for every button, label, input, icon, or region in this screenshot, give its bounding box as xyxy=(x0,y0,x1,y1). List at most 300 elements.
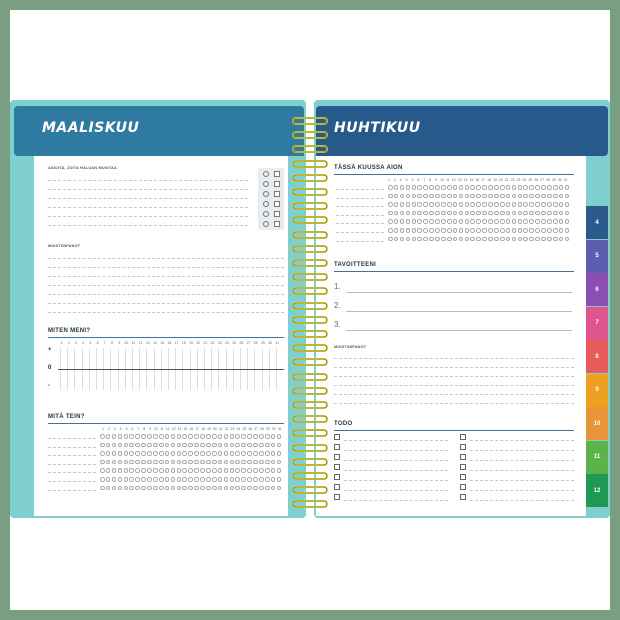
habit-dot[interactable] xyxy=(171,434,176,439)
habit-dot[interactable] xyxy=(506,211,511,216)
habit-dot[interactable] xyxy=(129,443,134,448)
habit-dot[interactable] xyxy=(200,460,205,465)
remember-line[interactable] xyxy=(48,198,248,199)
habit-label-line[interactable] xyxy=(336,198,384,199)
habit-dot[interactable] xyxy=(388,194,393,199)
habit-dot[interactable] xyxy=(394,185,399,190)
habit-dot[interactable] xyxy=(482,194,487,199)
habit-dot[interactable] xyxy=(159,486,164,491)
remember-line[interactable] xyxy=(48,189,248,190)
habit-dot[interactable] xyxy=(476,202,481,207)
habit-dot[interactable] xyxy=(523,228,528,233)
habit-dot[interactable] xyxy=(124,443,129,448)
habit-dot[interactable] xyxy=(412,228,417,233)
habit-dot[interactable] xyxy=(241,486,246,491)
habit-dot[interactable] xyxy=(124,451,129,456)
habit-dot[interactable] xyxy=(518,185,523,190)
habit-dot[interactable] xyxy=(230,486,235,491)
habit-dot[interactable] xyxy=(453,194,458,199)
habit-dot[interactable] xyxy=(188,434,193,439)
habit-dot[interactable] xyxy=(230,468,235,473)
habit-dot[interactable] xyxy=(465,237,470,242)
habit-dot[interactable] xyxy=(247,486,252,491)
habit-dot[interactable] xyxy=(106,460,111,465)
habit-dot[interactable] xyxy=(253,477,258,482)
todo-line[interactable] xyxy=(344,490,448,491)
habit-dot[interactable] xyxy=(124,468,129,473)
habit-dot[interactable] xyxy=(224,460,229,465)
habit-dot[interactable] xyxy=(518,194,523,199)
habit-dot[interactable] xyxy=(565,185,570,190)
habit-dot[interactable] xyxy=(247,460,252,465)
habit-dot[interactable] xyxy=(129,451,134,456)
habit-dot[interactable] xyxy=(218,451,223,456)
habit-dot[interactable] xyxy=(494,202,499,207)
habit-dot[interactable] xyxy=(388,202,393,207)
habit-dot[interactable] xyxy=(453,211,458,216)
habit-dot[interactable] xyxy=(541,228,546,233)
habit-dot[interactable] xyxy=(159,434,164,439)
todo-checkbox[interactable] xyxy=(460,484,466,490)
habit-dot[interactable] xyxy=(494,228,499,233)
notes-line[interactable] xyxy=(48,258,284,259)
todo-checkbox[interactable] xyxy=(460,494,466,500)
habit-dot[interactable] xyxy=(435,202,440,207)
habit-dot[interactable] xyxy=(506,219,511,224)
habit-dot[interactable] xyxy=(206,451,211,456)
habit-dot[interactable] xyxy=(224,443,229,448)
habit-dot[interactable] xyxy=(565,202,570,207)
habit-label-line[interactable] xyxy=(336,215,384,216)
habit-dot[interactable] xyxy=(212,468,217,473)
todo-line[interactable] xyxy=(470,460,574,461)
habit-dot[interactable] xyxy=(206,434,211,439)
habit-dot[interactable] xyxy=(165,486,170,491)
habit-dot[interactable] xyxy=(465,228,470,233)
habit-dot[interactable] xyxy=(177,460,182,465)
habit-dot[interactable] xyxy=(171,468,176,473)
habit-dot[interactable] xyxy=(165,468,170,473)
habit-dot[interactable] xyxy=(547,185,552,190)
todo-checkbox[interactable] xyxy=(460,454,466,460)
habit-dot[interactable] xyxy=(400,237,405,242)
habit-dot[interactable] xyxy=(100,477,105,482)
habit-dot[interactable] xyxy=(465,219,470,224)
habit-dot[interactable] xyxy=(565,194,570,199)
habit-dot[interactable] xyxy=(435,237,440,242)
habit-label-line[interactable] xyxy=(48,472,96,473)
habit-dot[interactable] xyxy=(200,443,205,448)
habit-dot[interactable] xyxy=(194,451,199,456)
habit-dot[interactable] xyxy=(271,460,276,465)
habit-dot[interactable] xyxy=(247,451,252,456)
habit-dot[interactable] xyxy=(277,460,282,465)
habit-dot[interactable] xyxy=(206,460,211,465)
habit-dot[interactable] xyxy=(265,468,270,473)
habit-dot[interactable] xyxy=(506,185,511,190)
habit-dot[interactable] xyxy=(529,237,534,242)
habit-dot[interactable] xyxy=(224,486,229,491)
habit-dot[interactable] xyxy=(506,194,511,199)
habit-dot[interactable] xyxy=(200,468,205,473)
habit-dot[interactable] xyxy=(476,211,481,216)
habit-dot[interactable] xyxy=(394,228,399,233)
habit-dot[interactable] xyxy=(200,434,205,439)
habit-dot[interactable] xyxy=(141,451,146,456)
notes-line[interactable] xyxy=(48,285,284,286)
habit-dot[interactable] xyxy=(224,451,229,456)
habit-dot[interactable] xyxy=(118,443,123,448)
habit-dot[interactable] xyxy=(112,486,117,491)
habit-dot[interactable] xyxy=(518,237,523,242)
habit-dot[interactable] xyxy=(147,477,152,482)
habit-dot[interactable] xyxy=(453,237,458,242)
habit-dot[interactable] xyxy=(100,451,105,456)
todo-checkbox[interactable] xyxy=(334,444,340,450)
habit-dot[interactable] xyxy=(235,486,240,491)
habit-label-line[interactable] xyxy=(336,189,384,190)
habit-dot[interactable] xyxy=(512,219,517,224)
habit-dot[interactable] xyxy=(159,460,164,465)
habit-dot[interactable] xyxy=(459,194,464,199)
habit-dot[interactable] xyxy=(500,237,505,242)
habit-dot[interactable] xyxy=(441,228,446,233)
habit-dot[interactable] xyxy=(241,443,246,448)
habit-dot[interactable] xyxy=(277,434,282,439)
habit-dot[interactable] xyxy=(417,228,422,233)
habit-dot[interactable] xyxy=(124,434,129,439)
habit-dot[interactable] xyxy=(500,202,505,207)
habit-dot[interactable] xyxy=(453,219,458,224)
habit-dot[interactable] xyxy=(106,477,111,482)
habit-dot[interactable] xyxy=(247,443,252,448)
habit-dot[interactable] xyxy=(488,228,493,233)
habit-dot[interactable] xyxy=(224,477,229,482)
habit-dot[interactable] xyxy=(512,202,517,207)
habit-dot[interactable] xyxy=(523,185,528,190)
habit-dot[interactable] xyxy=(494,211,499,216)
habit-dot[interactable] xyxy=(135,451,140,456)
habit-dot[interactable] xyxy=(447,211,452,216)
habit-dot[interactable] xyxy=(241,477,246,482)
habit-dot[interactable] xyxy=(394,211,399,216)
habit-dot[interactable] xyxy=(529,185,534,190)
habit-dot[interactable] xyxy=(129,477,134,482)
habit-dot[interactable] xyxy=(547,219,552,224)
habit-dot[interactable] xyxy=(435,185,440,190)
habit-dot[interactable] xyxy=(547,202,552,207)
habit-dot[interactable] xyxy=(230,451,235,456)
habit-dot[interactable] xyxy=(441,237,446,242)
habit-dot[interactable] xyxy=(400,185,405,190)
habit-dot[interactable] xyxy=(206,477,211,482)
habit-dot[interactable] xyxy=(523,237,528,242)
habit-dot[interactable] xyxy=(277,486,282,491)
habit-dot[interactable] xyxy=(218,477,223,482)
habit-dot[interactable] xyxy=(141,443,146,448)
todo-checkbox[interactable] xyxy=(334,484,340,490)
habit-dot[interactable] xyxy=(476,228,481,233)
habit-dot[interactable] xyxy=(253,468,258,473)
habit-dot[interactable] xyxy=(206,486,211,491)
habit-dot[interactable] xyxy=(400,219,405,224)
habit-dot[interactable] xyxy=(147,486,152,491)
habit-dot[interactable] xyxy=(400,211,405,216)
habit-dot[interactable] xyxy=(147,451,152,456)
habit-dot[interactable] xyxy=(547,194,552,199)
habit-dot[interactable] xyxy=(494,185,499,190)
habit-dot[interactable] xyxy=(412,211,417,216)
habit-dot[interactable] xyxy=(106,451,111,456)
habit-dot[interactable] xyxy=(441,202,446,207)
habit-dot[interactable] xyxy=(177,468,182,473)
goal-line-3[interactable] xyxy=(346,330,572,331)
mood-checkbox[interactable] xyxy=(274,171,280,177)
todo-line[interactable] xyxy=(470,470,574,471)
habit-dot[interactable] xyxy=(277,477,282,482)
habit-dot[interactable] xyxy=(535,194,540,199)
habit-dot[interactable] xyxy=(535,202,540,207)
habit-dot[interactable] xyxy=(182,486,187,491)
habit-dot[interactable] xyxy=(171,443,176,448)
habit-dot[interactable] xyxy=(182,460,187,465)
habit-dot[interactable] xyxy=(253,434,258,439)
habit-dot[interactable] xyxy=(417,202,422,207)
todo-line[interactable] xyxy=(470,490,574,491)
habit-dot[interactable] xyxy=(118,460,123,465)
habit-dot[interactable] xyxy=(259,486,264,491)
habit-label-line[interactable] xyxy=(48,455,96,456)
notes-line[interactable] xyxy=(334,403,574,404)
notes-line[interactable] xyxy=(334,358,574,359)
remember-line[interactable] xyxy=(48,216,248,217)
habit-dot[interactable] xyxy=(182,451,187,456)
habit-dot[interactable] xyxy=(277,451,282,456)
habit-dot[interactable] xyxy=(488,219,493,224)
habit-dot[interactable] xyxy=(129,468,134,473)
habit-dot[interactable] xyxy=(512,228,517,233)
mood-checkbox[interactable] xyxy=(274,211,280,217)
habit-dot[interactable] xyxy=(194,486,199,491)
habit-dot[interactable] xyxy=(106,486,111,491)
habit-dot[interactable] xyxy=(212,460,217,465)
habit-label-line[interactable] xyxy=(336,206,384,207)
habit-dot[interactable] xyxy=(553,185,558,190)
habit-dot[interactable] xyxy=(388,237,393,242)
notes-line[interactable] xyxy=(334,385,574,386)
habit-dot[interactable] xyxy=(182,443,187,448)
todo-line[interactable] xyxy=(344,440,448,441)
habit-dot[interactable] xyxy=(553,237,558,242)
habit-dot[interactable] xyxy=(182,434,187,439)
habit-dot[interactable] xyxy=(429,211,434,216)
todo-checkbox[interactable] xyxy=(334,434,340,440)
habit-dot[interactable] xyxy=(112,434,117,439)
habit-dot[interactable] xyxy=(271,468,276,473)
todo-line[interactable] xyxy=(344,500,448,501)
habit-dot[interactable] xyxy=(265,460,270,465)
habit-dot[interactable] xyxy=(165,434,170,439)
habit-dot[interactable] xyxy=(230,477,235,482)
habit-dot[interactable] xyxy=(135,477,140,482)
habit-dot[interactable] xyxy=(247,434,252,439)
mood-checkbox[interactable] xyxy=(274,201,280,207)
habit-dot[interactable] xyxy=(470,194,475,199)
todo-checkbox[interactable] xyxy=(460,434,466,440)
habit-dot[interactable] xyxy=(141,486,146,491)
habit-dot[interactable] xyxy=(435,194,440,199)
habit-dot[interactable] xyxy=(224,468,229,473)
habit-dot[interactable] xyxy=(529,202,534,207)
habit-dot[interactable] xyxy=(459,202,464,207)
habit-dot[interactable] xyxy=(459,219,464,224)
habit-dot[interactable] xyxy=(388,211,393,216)
mood-checkbox[interactable] xyxy=(274,181,280,187)
habit-dot[interactable] xyxy=(235,468,240,473)
habit-dot[interactable] xyxy=(259,468,264,473)
habit-dot[interactable] xyxy=(153,434,158,439)
habit-dot[interactable] xyxy=(265,451,270,456)
habit-dot[interactable] xyxy=(388,185,393,190)
goal-line-2[interactable] xyxy=(346,311,572,312)
habit-dot[interactable] xyxy=(559,219,564,224)
habit-dot[interactable] xyxy=(247,477,252,482)
habit-dot[interactable] xyxy=(553,219,558,224)
habit-dot[interactable] xyxy=(541,211,546,216)
habit-dot[interactable] xyxy=(494,237,499,242)
habit-dot[interactable] xyxy=(523,202,528,207)
month-tab-6[interactable]: 6 xyxy=(586,273,608,306)
habit-dot[interactable] xyxy=(212,477,217,482)
habit-dot[interactable] xyxy=(388,228,393,233)
month-tab-5[interactable]: 5 xyxy=(586,240,608,273)
habit-dot[interactable] xyxy=(459,237,464,242)
habit-dot[interactable] xyxy=(559,202,564,207)
habit-dot[interactable] xyxy=(417,211,422,216)
todo-line[interactable] xyxy=(344,460,448,461)
habit-dot[interactable] xyxy=(553,194,558,199)
habit-dot[interactable] xyxy=(441,219,446,224)
habit-dot[interactable] xyxy=(135,443,140,448)
habit-dot[interactable] xyxy=(559,228,564,233)
habit-dot[interactable] xyxy=(253,486,258,491)
habit-dot[interactable] xyxy=(535,185,540,190)
habit-dot[interactable] xyxy=(153,451,158,456)
habit-dot[interactable] xyxy=(194,460,199,465)
habit-dot[interactable] xyxy=(488,194,493,199)
habit-dot[interactable] xyxy=(518,202,523,207)
habit-dot[interactable] xyxy=(547,237,552,242)
todo-line[interactable] xyxy=(470,440,574,441)
habit-dot[interactable] xyxy=(259,477,264,482)
habit-dot[interactable] xyxy=(447,237,452,242)
habit-dot[interactable] xyxy=(141,460,146,465)
habit-dot[interactable] xyxy=(153,468,158,473)
habit-dot[interactable] xyxy=(417,237,422,242)
habit-dot[interactable] xyxy=(171,477,176,482)
todo-checkbox[interactable] xyxy=(334,474,340,480)
habit-dot[interactable] xyxy=(235,434,240,439)
habit-dot[interactable] xyxy=(165,460,170,465)
habit-dot[interactable] xyxy=(106,434,111,439)
habit-dot[interactable] xyxy=(429,194,434,199)
habit-dot[interactable] xyxy=(159,468,164,473)
habit-dot[interactable] xyxy=(153,477,158,482)
habit-dot[interactable] xyxy=(277,468,282,473)
goal-line-1[interactable] xyxy=(346,292,572,293)
habit-dot[interactable] xyxy=(147,468,152,473)
habit-dot[interactable] xyxy=(529,211,534,216)
habit-dot[interactable] xyxy=(482,211,487,216)
habit-dot[interactable] xyxy=(230,460,235,465)
habit-dot[interactable] xyxy=(447,185,452,190)
habit-dot[interactable] xyxy=(406,237,411,242)
habit-dot[interactable] xyxy=(165,443,170,448)
habit-dot[interactable] xyxy=(500,185,505,190)
habit-dot[interactable] xyxy=(271,443,276,448)
habit-dot[interactable] xyxy=(135,434,140,439)
habit-dot[interactable] xyxy=(447,202,452,207)
habit-dot[interactable] xyxy=(194,443,199,448)
habit-dot[interactable] xyxy=(100,443,105,448)
habit-dot[interactable] xyxy=(194,477,199,482)
habit-dot[interactable] xyxy=(212,486,217,491)
habit-dot[interactable] xyxy=(259,460,264,465)
habit-dot[interactable] xyxy=(476,219,481,224)
habit-dot[interactable] xyxy=(470,219,475,224)
habit-dot[interactable] xyxy=(535,228,540,233)
habit-dot[interactable] xyxy=(429,185,434,190)
habit-label-line[interactable] xyxy=(336,232,384,233)
habit-dot[interactable] xyxy=(482,237,487,242)
habit-dot[interactable] xyxy=(147,443,152,448)
habit-dot[interactable] xyxy=(423,185,428,190)
habit-dot[interactable] xyxy=(523,194,528,199)
habit-dot[interactable] xyxy=(112,451,117,456)
habit-dot[interactable] xyxy=(118,486,123,491)
remember-line[interactable] xyxy=(48,180,248,181)
habit-dot[interactable] xyxy=(447,219,452,224)
habit-dot[interactable] xyxy=(529,194,534,199)
habit-dot[interactable] xyxy=(241,434,246,439)
habit-dot[interactable] xyxy=(506,228,511,233)
habit-dot[interactable] xyxy=(547,228,552,233)
habit-dot[interactable] xyxy=(523,211,528,216)
todo-line[interactable] xyxy=(470,450,574,451)
habit-dot[interactable] xyxy=(506,202,511,207)
habit-dot[interactable] xyxy=(470,237,475,242)
todo-checkbox[interactable] xyxy=(334,454,340,460)
habit-dot[interactable] xyxy=(565,211,570,216)
habit-dot[interactable] xyxy=(488,202,493,207)
habit-dot[interactable] xyxy=(218,486,223,491)
habit-dot[interactable] xyxy=(412,202,417,207)
habit-dot[interactable] xyxy=(400,202,405,207)
habit-dot[interactable] xyxy=(529,228,534,233)
habit-dot[interactable] xyxy=(124,477,129,482)
habit-dot[interactable] xyxy=(541,194,546,199)
habit-dot[interactable] xyxy=(106,468,111,473)
habit-dot[interactable] xyxy=(153,460,158,465)
habit-dot[interactable] xyxy=(406,211,411,216)
habit-dot[interactable] xyxy=(500,194,505,199)
habit-dot[interactable] xyxy=(406,219,411,224)
todo-line[interactable] xyxy=(344,470,448,471)
month-tab-10[interactable]: 10 xyxy=(586,407,608,440)
todo-line[interactable] xyxy=(470,480,574,481)
notes-line[interactable] xyxy=(334,376,574,377)
remember-line[interactable] xyxy=(48,207,248,208)
